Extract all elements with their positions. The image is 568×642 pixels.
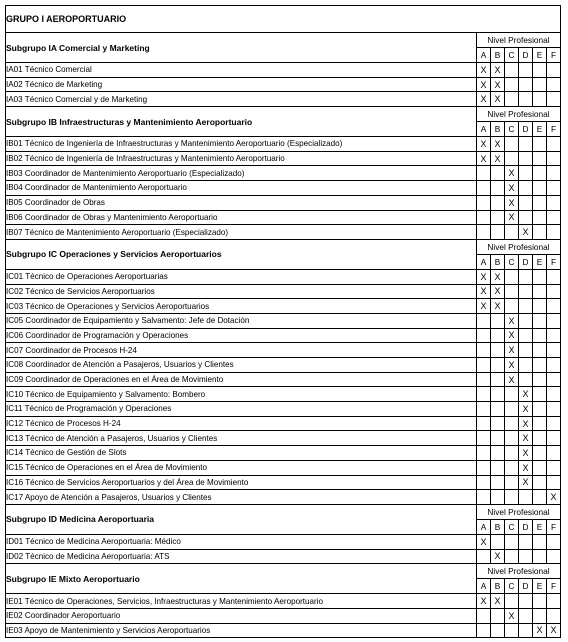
level-mark: X [505,313,519,328]
table-row [6,402,561,417]
job-title: IC08 Coordinador de Atención a Pasajeros, Usuarios y Clientes [6,358,477,373]
level-mark [477,328,491,343]
nivel-profesional-label: Nivel Profesional [477,504,561,519]
level-mark [477,402,491,417]
level-mark [533,63,547,78]
level-mark: X [533,623,547,638]
level-letter: D [519,122,533,137]
subgroup-title: Subgrupo ID Medicina Aeroportuaria [6,504,477,534]
level-mark [547,92,561,107]
level-mark: X [477,594,491,609]
level-letter: F [547,254,561,269]
level-mark [491,313,505,328]
level-mark [547,151,561,166]
table-row [6,372,561,387]
level-mark [505,387,519,402]
level-mark [491,343,505,358]
level-mark: X [477,77,491,92]
level-mark [491,416,505,431]
level-mark [477,431,491,446]
job-title: IC13 Técnico de Atención a Pasajeros, Usuarios y Clientes [6,431,477,446]
table-row [6,63,561,78]
job-title: IE03 Apoyo de Mantenimiento y Servicios Aeroportuarios [6,623,477,638]
level-mark: X [477,137,491,152]
level-mark [533,594,547,609]
job-title: IC10 Técnico de Equipamiento y Salvamento: Bombero [6,387,477,402]
level-mark [477,210,491,225]
level-mark [547,549,561,564]
level-mark: X [491,63,505,78]
level-mark [547,343,561,358]
level-mark [547,269,561,284]
level-mark [477,446,491,461]
subgroup-title: Subgrupo IB Infraestructuras y Mantenimiento Aeroportuario [6,107,477,137]
level-mark [519,195,533,210]
level-letter: E [533,122,547,137]
level-mark: X [477,534,491,549]
level-mark [519,608,533,623]
level-mark [491,490,505,505]
level-mark [547,372,561,387]
level-letter: C [505,254,519,269]
level-mark [547,63,561,78]
level-mark [477,195,491,210]
level-mark [491,387,505,402]
job-title: IB02 Técnico de Ingeniería de Infraestructuras y Mantenimiento Aeroportuario [6,151,477,166]
level-mark [519,77,533,92]
level-letter: F [547,48,561,63]
level-mark [547,195,561,210]
table-row [6,594,561,609]
level-mark [491,372,505,387]
nivel-profesional-label: Nivel Profesional [477,33,561,48]
level-mark: X [477,284,491,299]
level-mark [491,358,505,373]
level-mark [477,549,491,564]
level-mark [519,343,533,358]
level-mark: X [477,63,491,78]
table-row [6,299,561,314]
level-letter: D [519,254,533,269]
level-mark: X [547,623,561,638]
job-title: IE01 Técnico de Operaciones, Servicios, Infraestructuras y Mantenimiento Aeroportuario [6,594,477,609]
level-letter: C [505,48,519,63]
level-mark [533,549,547,564]
level-letter: F [547,519,561,534]
subgroup-header-row [6,33,561,48]
level-mark [533,446,547,461]
level-letter: B [491,48,505,63]
level-mark [477,166,491,181]
level-letter: E [533,519,547,534]
level-mark [547,299,561,314]
nivel-profesional-label: Nivel Profesional [477,107,561,122]
level-mark [533,372,547,387]
level-mark [505,534,519,549]
level-mark [547,210,561,225]
level-mark: X [477,92,491,107]
table-row [6,195,561,210]
level-mark [491,623,505,638]
level-mark: X [505,181,519,196]
level-mark [505,151,519,166]
level-mark [491,431,505,446]
nivel-profesional-label: Nivel Profesional [477,239,561,254]
level-mark [491,210,505,225]
job-title: IB06 Coordinador de Obras y Mantenimiento Aeroportuario [6,210,477,225]
level-letter: A [477,122,491,137]
level-mark [533,137,547,152]
level-letter: A [477,254,491,269]
level-mark [519,284,533,299]
level-letter: D [519,579,533,594]
level-mark [505,431,519,446]
job-title: IC14 Técnico de Gestión de Slots [6,446,477,461]
level-mark [533,269,547,284]
level-mark [477,358,491,373]
level-mark: X [519,431,533,446]
table-row [6,358,561,373]
table-row [6,387,561,402]
level-letter: D [519,48,533,63]
level-mark [519,358,533,373]
level-mark [533,328,547,343]
level-mark [491,166,505,181]
level-mark [519,490,533,505]
level-mark [505,402,519,417]
level-mark [491,225,505,240]
level-letter: E [533,254,547,269]
level-mark: X [505,343,519,358]
level-mark [505,63,519,78]
level-letter: A [477,519,491,534]
level-letter: A [477,48,491,63]
level-mark [547,181,561,196]
level-mark [519,328,533,343]
level-mark [533,534,547,549]
level-mark [477,225,491,240]
table-row [6,343,561,358]
level-mark [519,534,533,549]
level-mark [519,92,533,107]
level-mark [477,387,491,402]
level-mark: X [505,608,519,623]
job-title: IA02 Técnico de Marketing [6,77,477,92]
subgroup-header-row [6,239,561,254]
level-mark [547,77,561,92]
level-mark [533,92,547,107]
level-mark [533,608,547,623]
level-letter: A [477,579,491,594]
level-mark [547,358,561,373]
level-mark: X [477,151,491,166]
level-mark [505,269,519,284]
level-mark: X [477,299,491,314]
level-letter: F [547,579,561,594]
level-mark: X [505,166,519,181]
level-mark [505,475,519,490]
level-mark [533,195,547,210]
level-mark [533,416,547,431]
job-title: IA03 Técnico Comercial y de Marketing [6,92,477,107]
level-letter: B [491,519,505,534]
level-mark [547,608,561,623]
level-mark: X [505,358,519,373]
subgroup-header-row [6,564,561,579]
level-mark [519,549,533,564]
level-mark [505,623,519,638]
level-mark [533,151,547,166]
level-mark [547,402,561,417]
level-mark: X [491,137,505,152]
level-mark [533,460,547,475]
job-title: IC16 Técnico de Servicios Aeroportuarios y del Área de Movimiento [6,475,477,490]
level-mark [505,284,519,299]
level-mark [533,475,547,490]
level-mark [547,416,561,431]
level-mark [533,387,547,402]
level-mark [505,416,519,431]
group-title: GRUPO I AEROPORTUARIO [6,6,561,33]
job-title: IB03 Coordinador de Mantenimiento Aeroportuario (Especializado) [6,166,477,181]
level-mark [491,195,505,210]
table-row [6,92,561,107]
level-letter: B [491,254,505,269]
level-mark: X [491,284,505,299]
level-mark [547,225,561,240]
level-mark [477,490,491,505]
level-mark [547,431,561,446]
level-mark [505,137,519,152]
level-mark [491,608,505,623]
level-letter: E [533,48,547,63]
level-mark [547,460,561,475]
level-mark [477,623,491,638]
job-title: IC02 Técnico de Servicios Aeroportuarios [6,284,477,299]
level-mark [477,608,491,623]
level-mark [491,446,505,461]
job-title: IC01 Técnico de Operaciones Aeroportuarias [6,269,477,284]
level-mark [505,460,519,475]
level-mark [519,623,533,638]
level-mark: X [491,299,505,314]
level-mark: X [491,269,505,284]
level-mark [533,313,547,328]
job-title: IB01 Técnico de Ingeniería de Infraestructuras y Mantenimiento Aeroportuario (Especializado) [6,137,477,152]
level-mark [533,77,547,92]
level-mark [505,490,519,505]
table-row [6,608,561,623]
level-mark: X [491,594,505,609]
table-row [6,475,561,490]
level-mark [477,475,491,490]
table-row [6,313,561,328]
job-title: IC09 Coordinador de Operaciones en el Área de Movimiento [6,372,477,387]
level-mark: X [477,269,491,284]
subgroup-title: Subgrupo IA Comercial y Marketing [6,33,477,63]
level-mark [491,402,505,417]
job-title: IC06 Coordinador de Programación y Operaciones [6,328,477,343]
level-mark [547,284,561,299]
level-mark [519,210,533,225]
level-letter: E [533,579,547,594]
table-row [6,137,561,152]
level-mark [491,475,505,490]
level-mark: X [519,402,533,417]
table-row [6,490,561,505]
level-mark [477,460,491,475]
level-mark [533,210,547,225]
group-title-row [6,6,561,33]
level-mark: X [491,92,505,107]
level-mark [547,166,561,181]
level-mark: X [547,490,561,505]
table-row [6,181,561,196]
job-title: IA01 Técnico Comercial [6,63,477,78]
subgroup-title: Subgrupo IC Operaciones y Servicios Aeroportuarios [6,239,477,269]
level-mark [533,402,547,417]
level-mark [519,63,533,78]
level-mark: X [505,372,519,387]
level-letter: B [491,122,505,137]
level-letter: B [491,579,505,594]
level-mark [533,358,547,373]
subgroup-title: Subgrupo IE Mixto Aeroportuario [6,564,477,594]
job-title: IC12 Técnico de Procesos H-24 [6,416,477,431]
level-mark [547,446,561,461]
level-mark [519,181,533,196]
level-mark [505,549,519,564]
level-mark [533,431,547,446]
level-mark [491,534,505,549]
level-mark [477,343,491,358]
level-mark [477,416,491,431]
job-title: IC07 Coordinador de Procesos H-24 [6,343,477,358]
level-mark [519,594,533,609]
level-mark [533,166,547,181]
nivel-profesional-label: Nivel Profesional [477,564,561,579]
level-mark: X [519,460,533,475]
level-mark: X [491,151,505,166]
level-mark: X [491,77,505,92]
level-mark [505,225,519,240]
level-mark [519,151,533,166]
level-mark [477,181,491,196]
job-title: IC15 Técnico de Operaciones en el Área de Movimiento [6,460,477,475]
level-mark [491,328,505,343]
level-mark [533,225,547,240]
level-mark [547,328,561,343]
level-letter: C [505,122,519,137]
level-mark [519,372,533,387]
job-title: IC11 Técnico de Programación y Operaciones [6,402,477,417]
level-mark [519,269,533,284]
table-row [6,269,561,284]
level-mark [547,137,561,152]
level-letter: C [505,579,519,594]
level-mark [547,387,561,402]
level-mark [519,313,533,328]
level-mark: X [491,549,505,564]
level-mark: X [519,225,533,240]
level-mark: X [519,387,533,402]
level-mark [505,446,519,461]
professional-groups-table [5,5,561,638]
level-mark [547,534,561,549]
level-mark [519,166,533,181]
table-row [6,225,561,240]
level-letter: D [519,519,533,534]
level-mark: X [519,446,533,461]
table-row [6,210,561,225]
level-mark [505,299,519,314]
level-mark [505,77,519,92]
table-row [6,446,561,461]
level-mark: X [505,328,519,343]
job-title: IB04 Coordinador de Mantenimiento Aeroportuario [6,181,477,196]
table-row [6,623,561,638]
level-mark [519,299,533,314]
level-mark [519,137,533,152]
job-title: ID01 Técnico de Medicina Aeroportuaria: Médico [6,534,477,549]
document-page [5,5,561,638]
table-row [6,328,561,343]
subgroup-header-row [6,107,561,122]
table-row [6,416,561,431]
level-mark [533,284,547,299]
level-mark: X [505,210,519,225]
level-mark [505,92,519,107]
job-title: IB05 Coordinador de Obras [6,195,477,210]
level-mark [547,475,561,490]
subgroup-header-row [6,504,561,519]
level-letter: C [505,519,519,534]
level-mark: X [519,416,533,431]
level-mark [533,181,547,196]
table-body [6,6,561,638]
job-title: IC17 Apoyo de Atención a Pasajeros, Usuarios y Clientes [6,490,477,505]
table-row [6,431,561,446]
job-title: ID02 Técnico de Medicina Aeroportuaria: ATS [6,549,477,564]
level-mark [533,490,547,505]
table-row [6,549,561,564]
level-mark [533,299,547,314]
level-mark [491,460,505,475]
table-row [6,284,561,299]
table-row [6,77,561,92]
level-mark [547,594,561,609]
level-mark [533,343,547,358]
table-row [6,460,561,475]
job-title: IB07 Técnico de Mantenimiento Aeroportuario (Especializado) [6,225,477,240]
level-mark [547,313,561,328]
table-row [6,534,561,549]
job-title: IC03 Técnico de Operaciones y Servicios Aeroportuarios [6,299,477,314]
job-title: IC05 Coordinador de Equipamiento y Salvamento: Jefe de Dotación [6,313,477,328]
table-row [6,166,561,181]
level-mark: X [519,475,533,490]
level-mark: X [505,195,519,210]
level-mark [491,181,505,196]
job-title: IE02 Coordinador Aeroportuario [6,608,477,623]
level-mark [477,313,491,328]
table-row [6,151,561,166]
level-mark [505,594,519,609]
level-mark [477,372,491,387]
level-letter: F [547,122,561,137]
